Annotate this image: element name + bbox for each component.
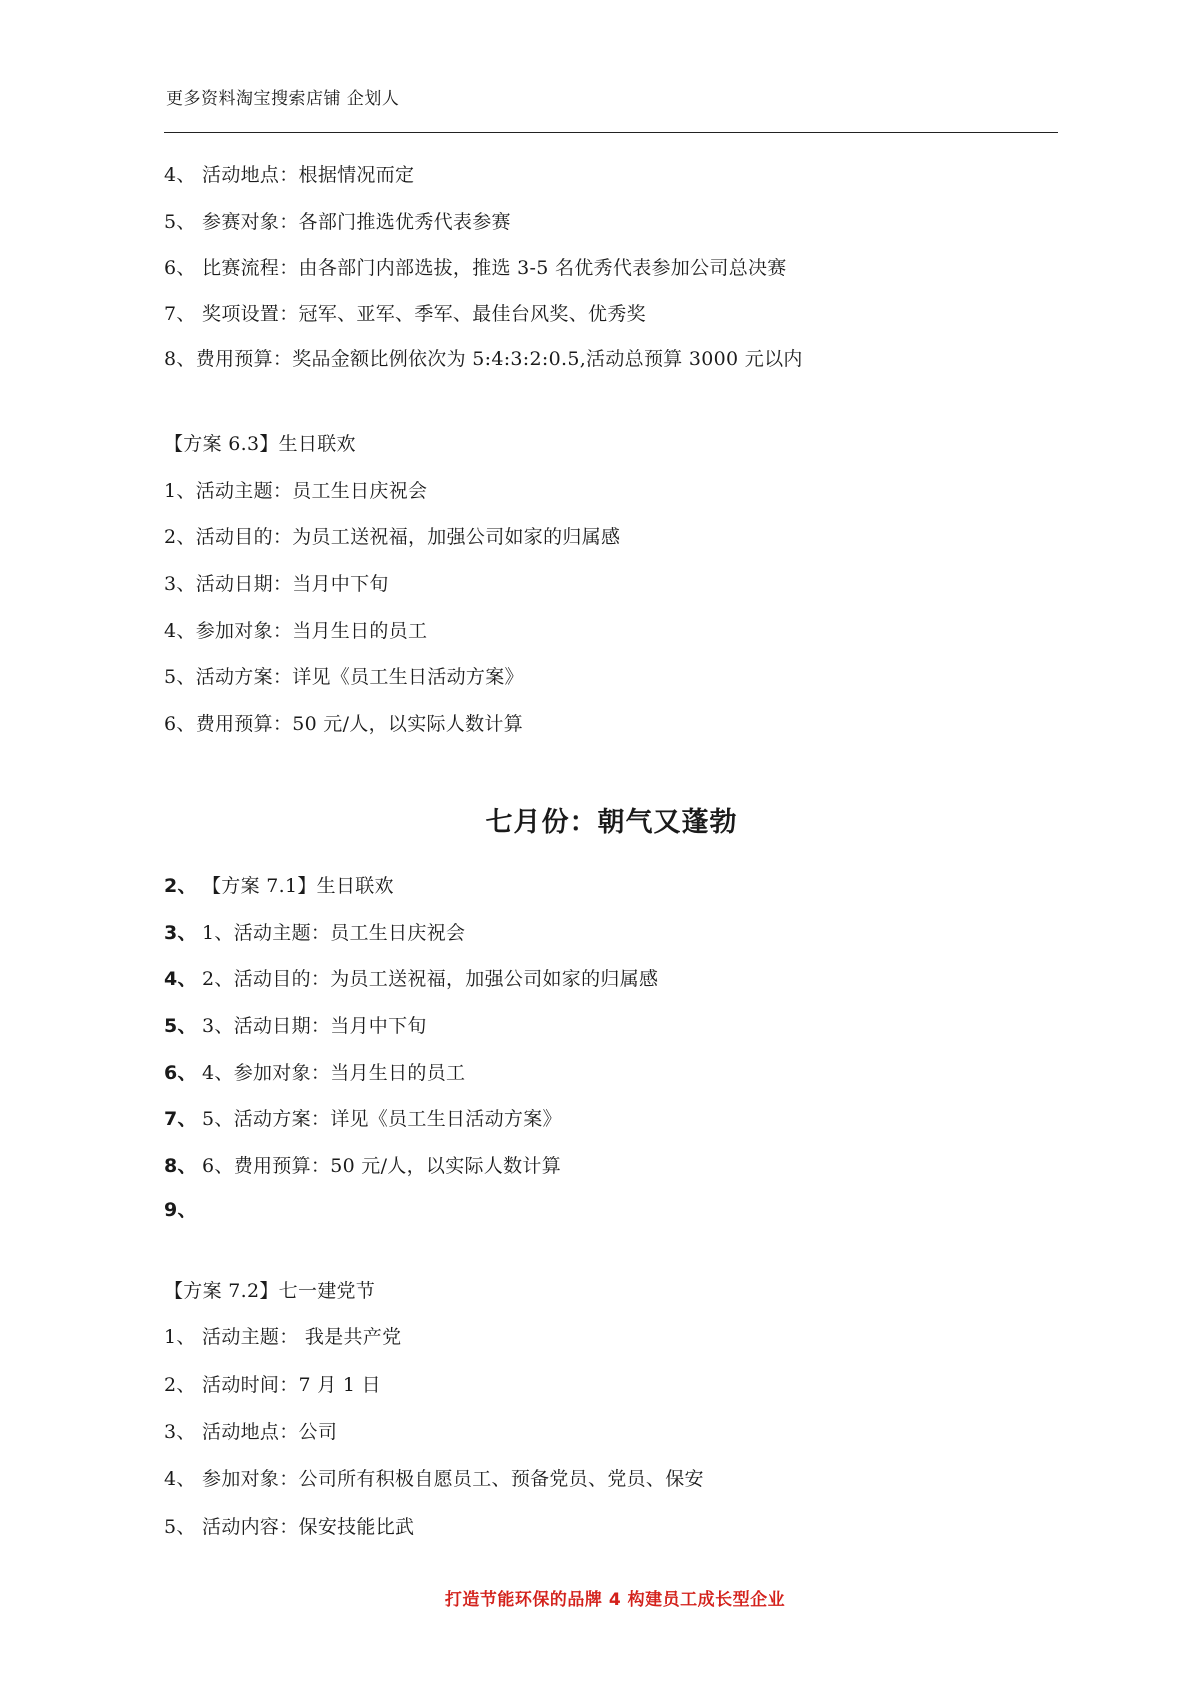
list-item xyxy=(164,1011,427,1038)
list-item: 7、 奖项设置：冠军、亚军、季军、最佳台风奖、优秀奖 xyxy=(164,303,646,325)
list-item xyxy=(164,964,658,991)
list-number: 2、 xyxy=(164,875,197,897)
list-text: 【方案 7.1】生日联欢 xyxy=(202,875,394,897)
plan-title-6-3: 【方案 6.3】生日联欢 xyxy=(164,433,356,455)
list-number: 8、 xyxy=(164,1155,197,1177)
list-item: 1、 活动主题： 我是共产党 xyxy=(164,1326,402,1348)
list-item xyxy=(164,871,394,898)
list-number: 7、 xyxy=(164,1108,197,1130)
header-divider xyxy=(164,132,1058,133)
plan-title-7-2: 【方案 7.2】七一建党节 xyxy=(164,1280,376,1302)
list-item: 4、 参加对象：公司所有积极自愿员工、预备党员、党员、保安 xyxy=(164,1468,704,1490)
list-number: 9、 xyxy=(164,1199,197,1221)
list-item xyxy=(164,918,465,945)
month-heading: 七月份：朝气又蓬勃 xyxy=(485,807,738,838)
list-text: 3、活动日期：当月中下旬 xyxy=(202,1015,427,1037)
list-item xyxy=(164,1151,561,1178)
list-text: 4、参加对象：当月生日的员工 xyxy=(202,1062,466,1084)
list-item: 3、活动日期：当月中下旬 xyxy=(164,573,389,595)
list-item: 6、 比赛流程：由各部门内部选拔，推选 3-5 名优秀代表参加公司总决赛 xyxy=(164,257,787,279)
list-item xyxy=(164,1104,562,1131)
page-footer: 打造节能环保的品牌 4 构建员工成长型企业 xyxy=(444,1590,786,1610)
list-item: 2、活动目的：为员工送祝福，加强公司如家的归属感 xyxy=(164,526,621,548)
list-item: 4、 活动地点：根据情况而定 xyxy=(164,164,415,186)
list-item: 4、参加对象：当月生日的员工 xyxy=(164,620,428,642)
list-number: 5、 xyxy=(164,1015,197,1037)
list-item xyxy=(164,1058,465,1085)
list-item: 8、费用预算：奖品金额比例依次为 5:4:3:2:0.5,活动总预算 3000 元以内 xyxy=(164,348,803,370)
list-number: 3、 xyxy=(164,922,197,944)
list-text: 1、活动主题：员工生日庆祝会 xyxy=(202,922,466,944)
list-item: 3、 活动地点：公司 xyxy=(164,1421,338,1443)
list-item: 6、费用预算：50 元/人，以实际人数计算 xyxy=(164,713,524,735)
page-header: 更多资料淘宝搜索店铺 企划人 xyxy=(166,89,400,109)
list-item: 5、 参赛对象：各部门推选优秀代表参赛 xyxy=(164,211,511,233)
list-text: 6、费用预算：50 元/人，以实际人数计算 xyxy=(202,1155,562,1177)
list-item xyxy=(164,1195,202,1222)
list-number: 6、 xyxy=(164,1062,197,1084)
list-text: 2、活动目的：为员工送祝福，加强公司如家的归属感 xyxy=(202,968,659,990)
list-number: 4、 xyxy=(164,968,197,990)
list-item: 1、活动主题：员工生日庆祝会 xyxy=(164,480,428,502)
list-item: 5、活动方案：详见《员工生日活动方案》 xyxy=(164,666,524,688)
list-item: 5、 活动内容：保安技能比武 xyxy=(164,1516,415,1538)
list-text: 5、活动方案：详见《员工生日活动方案》 xyxy=(202,1108,562,1130)
list-item: 2、 活动时间：7 月 1 日 xyxy=(164,1374,381,1396)
